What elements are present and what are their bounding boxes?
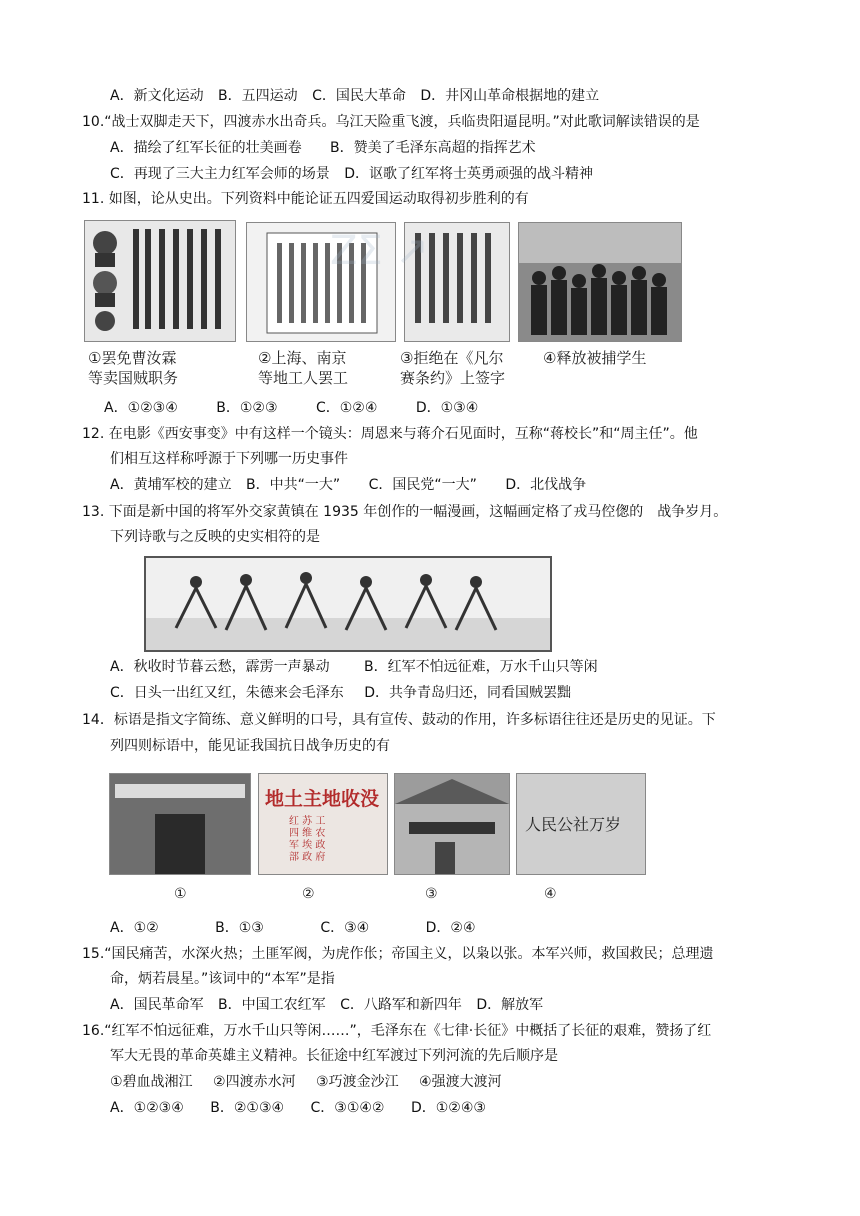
q14-option-a[interactable]: A．①② <box>110 920 159 936</box>
q14-options <box>110 918 476 938</box>
q14-option-c[interactable]: C．③④ <box>320 920 370 936</box>
q10-options-row1 <box>110 138 536 158</box>
q11-image-4 <box>518 222 682 342</box>
crowd-illustration <box>519 223 681 341</box>
q11-stem: 11. 如图，论从史出。下列资料中能论证五四爱国运动取得初步胜利的有 <box>82 191 529 207</box>
q9-option-c[interactable]: C．国民大革命 <box>312 88 406 104</box>
q13-cartoon <box>144 556 552 652</box>
q15-option-d[interactable]: D．解放军 <box>476 997 544 1013</box>
q11-option-d[interactable]: D．①③④ <box>415 400 479 416</box>
q16-option-a[interactable]: A．①②③④ <box>110 1100 184 1116</box>
q12-stem-line2: 们相互这样称呼源于下列哪一历史事件 <box>110 451 348 467</box>
q16-stem-line2: 军大无畏的革命英雄主义精神。长征途中红军渡过下列河流的先后顺序是 <box>110 1048 558 1064</box>
q11-caption-3: ③拒绝在《凡尔 赛条约》上签字 <box>400 349 506 387</box>
q13-option-d[interactable]: D．共争青岛归还，同看国贼罢黜 <box>364 685 572 701</box>
q12-option-b[interactable]: B．中共“一大” <box>246 477 341 493</box>
q10-option-b[interactable]: B．赞美了毛泽东高超的指挥艺术 <box>330 140 536 156</box>
q14-label-3: ③ <box>425 886 438 902</box>
q10-options-row2 <box>110 164 593 184</box>
q11-caption-1: ①罢免曹汝霖 等卖国贼职务 <box>88 349 179 387</box>
watermark: ΖΣ ↗ <box>330 228 429 274</box>
q11-option-a[interactable]: A．①②③④ <box>104 400 178 416</box>
q14-label-2: ② <box>302 886 315 902</box>
q16-item-3: ③巧渡金沙江 <box>316 1074 399 1090</box>
q16-items <box>110 1072 502 1092</box>
q12-option-a[interactable]: A．黄埔军校的建立 <box>110 477 232 493</box>
q16-item-4: ④强渡大渡河 <box>419 1074 502 1090</box>
q14-image-2 <box>258 773 388 875</box>
q9-option-b[interactable]: B．五四运动 <box>218 88 298 104</box>
slogan-sub: 红 苏 工 四 维 农 军 埃 政 部 政 府 <box>289 816 326 863</box>
q10-option-d[interactable]: D．讴歌了红军将士英勇顽强的战斗精神 <box>344 166 594 182</box>
q13-options-row1 <box>110 657 598 677</box>
q16-item-1: ①碧血战湘江 <box>110 1074 193 1090</box>
q13-option-a[interactable]: A．秋收时节暮云愁，霹雳一声暴动 <box>110 659 330 675</box>
gate-illustration <box>110 774 250 874</box>
q15-option-c[interactable]: C．八路军和新四年 <box>340 997 462 1013</box>
q15-stem-line1: 15.“国民痛苦，水深火热；土匪军阀，为虎作伥；帝国主义，以枭以张。本军兴师，救国救民；总理遗 <box>82 946 714 962</box>
q14-label-1: ① <box>174 886 187 902</box>
q16-options <box>110 1098 486 1118</box>
q11-caption-4: ④释放被捕学生 <box>543 349 647 367</box>
q16-option-d[interactable]: D．①②④③ <box>410 1100 486 1116</box>
q10-stem: 10.“战士双脚走天下，四渡赤水出奇兵。乌江天险重飞渡，兵临贵阳逼昆明。”对此歌词解读错误的是 <box>82 114 700 130</box>
q13-option-b[interactable]: B．红军不怕远征难，万水千山只等闲 <box>364 659 598 675</box>
q12-stem-line1: 12. 在电影《西安事变》中有这样一个镜头：周恩来与蒋介石见面时，互称“蒋校长”和“周主任”。他 <box>82 426 698 442</box>
q11-option-b[interactable]: B．①②③ <box>216 400 278 416</box>
q14-option-d[interactable]: D．②④ <box>425 920 476 936</box>
q14-image-1 <box>109 773 251 875</box>
q10-option-a[interactable]: A．描绘了红军长征的壮美画卷 <box>110 140 302 156</box>
q13-option-c[interactable]: C．日头一出红又红，朱德来会毛泽东 <box>110 685 344 701</box>
q15-option-b[interactable]: B．中国工农红军 <box>218 997 326 1013</box>
q14-image-4 <box>516 773 646 875</box>
portraits-illustration <box>85 221 235 341</box>
q15-option-a[interactable]: A．国民革命军 <box>110 997 204 1013</box>
q14-option-b[interactable]: B．①③ <box>215 920 264 936</box>
slogan-main: 地土主地收没 <box>265 788 380 810</box>
q10-option-c[interactable]: C．再现了三大主力红军会师的场景 <box>110 166 330 182</box>
q14-stem-line2: 列四则标语中，能见证我国抗日战争历史的有 <box>110 738 390 754</box>
q11-caption-2: ②上海、南京 等地工人罢工 <box>258 349 349 387</box>
q9-option-a[interactable]: A．新文化运动 <box>110 88 204 104</box>
q13-stem-line1: 13. 下面是新中国的将军外交家黄镇在 1935 年创作的一幅漫画，这幅画定格了戎马倥偬的 战争岁月。 <box>82 504 728 520</box>
q13-options-row2 <box>110 683 571 703</box>
q11-options <box>104 398 478 418</box>
q16-stem-line1: 16.“红军不怕远征难，万水千山只等闲……”，毛泽东在《七律·长征》中概括了长征的艰难，赞扬了红 <box>82 1023 712 1039</box>
q15-stem-line2: 命，炳若晨星。”该词中的“本军”是指 <box>110 971 335 987</box>
q14-image-3 <box>394 773 510 875</box>
q12-options <box>110 475 586 495</box>
cartoon-illustration <box>146 558 550 650</box>
q12-option-c[interactable]: C．国民党“一大” <box>368 477 477 493</box>
q16-option-b[interactable]: B．②①③④ <box>210 1100 285 1116</box>
wall-illustration <box>395 774 509 874</box>
q14-label-4: ④ <box>544 886 557 902</box>
q9-option-d[interactable]: D．井冈山革命根据地的建立 <box>420 88 600 104</box>
q11-image-1 <box>84 220 236 342</box>
q14-stem-line1: 14．标语是指文字简练、意义鲜明的口号，具有宣传、鼓动的作用，许多标语往往还是历史的见证。下 <box>82 712 716 728</box>
q16-option-c[interactable]: C．③①④② <box>310 1100 385 1116</box>
slogan-commune: 人民公社万岁 <box>525 815 622 834</box>
q9-options <box>110 86 599 106</box>
q12-option-d[interactable]: D．北伐战争 <box>505 477 587 493</box>
q13-stem-line2: 下列诗歌与之反映的史实相符的是 <box>110 529 320 545</box>
q16-item-2: ②四渡赤水河 <box>213 1074 296 1090</box>
q11-option-c[interactable]: C．①②④ <box>315 400 378 416</box>
q15-options <box>110 995 543 1015</box>
